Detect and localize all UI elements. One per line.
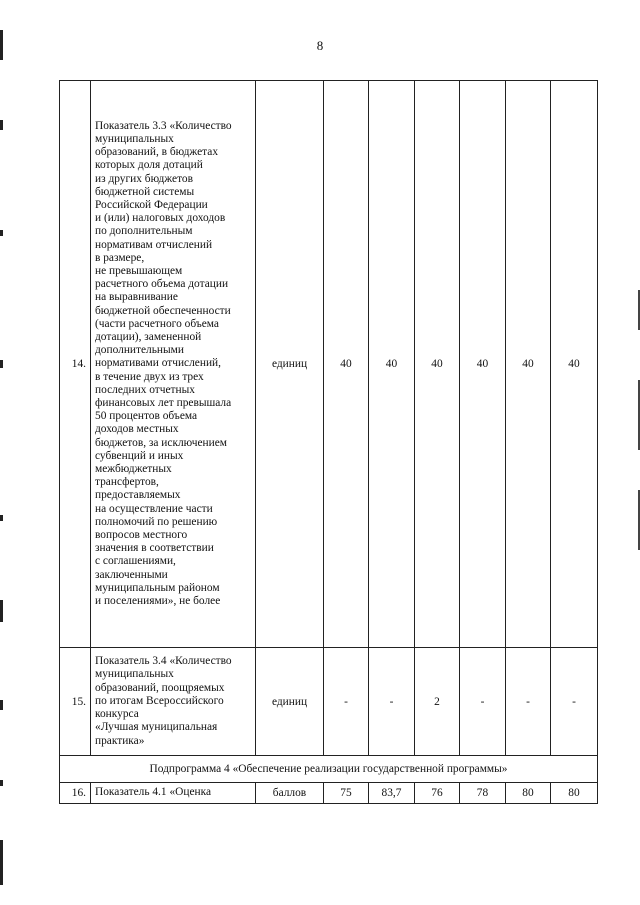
value-cell: 40 <box>551 81 598 648</box>
row-number: 15. <box>60 648 91 756</box>
unit-cell: единиц <box>256 648 324 756</box>
value-cell: 40 <box>369 81 415 648</box>
indicator-name: Показатель 3.3 «Количество муниципальных образований, в бюджетах которых доля дотаций из других бюджетов бюджетной системы Российской Федерации и (или) налоговых доходов по дополнительным нормативам отчислений в размере, не превышающем расчетного объема дотации на выравнивание бюджетной обеспеченности (части расчетного объема дотации), замененной дополнительными нормативами отчислений, в течение двух из трех последних отчетных финансовых лет превышала 50 процентов объема доходов местных бюджетов, за исключением субвенций и иных межбюджетных трансфертов, предоставляемых на осуществление части полномочий по решению вопросов местного значения в соответствии с соглашениями, заключенными муниципальным районом и поселениями», не более <box>91 81 256 648</box>
page-number: 8 <box>316 38 324 53</box>
indicator-name: Показатель 3.4 «Количество муниципальных образований, поощряемых по итогам Всероссийского конкурса «Лучшая муниципальная практика» <box>91 648 256 756</box>
value-cell: 2 <box>415 648 460 756</box>
value-cell: 40 <box>506 81 551 648</box>
value-cell: 78 <box>460 783 506 804</box>
table-row <box>60 648 598 756</box>
unit-cell: единиц <box>256 81 324 648</box>
value-cell: - <box>551 648 598 756</box>
value-cell: - <box>506 648 551 756</box>
table-row <box>60 783 598 804</box>
unit-cell: баллов <box>256 783 324 804</box>
value-cell: 76 <box>415 783 460 804</box>
value-cell: 83,7 <box>369 783 415 804</box>
value-cell: 80 <box>551 783 598 804</box>
row-number: 16. <box>60 783 91 804</box>
value-cell: 40 <box>415 81 460 648</box>
value-cell: 80 <box>506 783 551 804</box>
value-cell: 75 <box>324 783 369 804</box>
value-cell: 40 <box>324 81 369 648</box>
indicator-name: Показатель 4.1 «Оценка <box>91 783 256 804</box>
row-number: 14. <box>60 81 91 648</box>
value-cell: - <box>324 648 369 756</box>
subprogram-row <box>60 756 598 783</box>
value-cell: 40 <box>460 81 506 648</box>
scan-edge-left <box>0 0 5 905</box>
subprogram-heading: Подпрограмма 4 «Обеспечение реализации государственной программы» <box>60 756 598 783</box>
table-row <box>60 81 598 648</box>
indicators-table <box>59 80 598 804</box>
value-cell: - <box>460 648 506 756</box>
value-cell: - <box>369 648 415 756</box>
